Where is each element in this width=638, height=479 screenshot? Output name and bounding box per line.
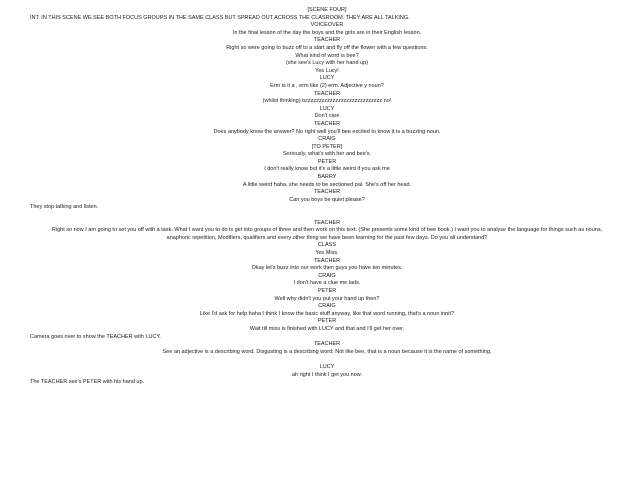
teacher-speech: Right so now I am going to set you off with a task. What I want you to do is get into groups of three and then work on this text. (She presents some kind of bee book.) I want you to analyse the language for things such as nouns, anaphoric repetition, Modifiers, qualifiers and every other thing we have been learning for the past few days. Do you all understand? (51, 227, 603, 241)
character-name: TEACHER (313, 219, 341, 226)
script-line: Seriously, what's with her and bee's. (282, 151, 372, 158)
script-line: What kind of word is bee? (295, 52, 359, 59)
script-line: TEACHER (313, 37, 341, 44)
script-line: CRAIG (318, 303, 336, 310)
dialogue-block-1 (34, 22, 620, 204)
dialogue-block-2 (34, 242, 620, 333)
script-line: In the final lesson of the day the boys and the girls are in their English lesson. (232, 29, 422, 36)
script-line: Like I'd ask for help haha I think I know the basic stuff anyway, like that word running, that's a noun innit? (199, 310, 455, 317)
script-line: I don't really know but it's a little weird if you ask me (264, 166, 390, 173)
script-line: I don't have a clue me lads. (293, 280, 361, 287)
script-line: Wait till miss is finished with LUCY and that and I'll get her over. (249, 325, 405, 332)
script-line: CLASS (317, 242, 337, 249)
script-line: LUCY (319, 75, 335, 82)
script-line: PETER (317, 158, 337, 165)
script-line: CRAIG (318, 272, 336, 279)
script-line: TEACHER (313, 189, 341, 196)
script-line: Okay let's buzz into our work then guys you have ten minutes. (251, 265, 403, 272)
script-line: PETER (317, 287, 337, 294)
script-line: Well why didn't you put your hand up then? (274, 295, 380, 302)
script-line: A little weird haha, she needs to be sectioned pal. She's off her head. (242, 181, 412, 188)
script-line: LUCY (319, 363, 335, 370)
script-line: Right so were going to buzz off to a start and fly off the flower with a few questions. (226, 44, 428, 51)
script-line: TEACHER (313, 257, 341, 264)
script-line: Yes Lucy! (315, 67, 339, 74)
script-line: CRAIG (318, 136, 336, 143)
action-line: Camera goes over to show the TEACHER with LUCY. (30, 333, 161, 340)
script-line: TEACHER (313, 90, 341, 97)
script-line: [TO PETER] (311, 143, 343, 150)
action-line: They stop talking and listen. (30, 204, 99, 211)
dialogue-block-4 (34, 364, 620, 379)
script-line: LUCY (319, 105, 335, 112)
script-line: TEACHER (313, 120, 341, 127)
script-line: Can you boys be quiet please? (289, 196, 365, 203)
script-line: Does anybody know the answer? No right well you'll bee excited to know it is a buzzing noun. (213, 128, 441, 135)
scene-heading: [SCENE FOUR] (307, 7, 347, 13)
script-line: TEACHER (313, 341, 341, 348)
script-line: Yes Miss. (315, 250, 339, 256)
script-line: Erm is it a , erm like (2) erm. Adjective y noun? (270, 82, 384, 89)
spacer (34, 212, 620, 220)
script-line: (she see's Lucy with her hand up) (285, 60, 369, 67)
script-line: See an adjective is a describing word. Disgusting is a describing word. Not like bee, that is a noun because it is the name of something. (162, 348, 492, 355)
script-line: PETER (317, 318, 337, 325)
script-line: ah right I think I get you now. (291, 371, 362, 378)
script-line: VOICEOVER (310, 22, 344, 29)
scene-setting: INT. IN THIS SCENE WE SEE BOTH FOCUS GROUPS IN THE SAME CLASS BUT SPREAD OUT ACROSS THE CLASROOM. THEY ARE ALL TALKING. (30, 14, 410, 21)
dialogue-block-3 (34, 341, 620, 356)
script-line: Don't care (314, 113, 340, 120)
script-line: BARRY (317, 174, 337, 181)
action-line: The TEACHER see's PETER with his hand up. (30, 379, 145, 386)
spacer (34, 356, 620, 364)
script-line: (whilst thinking) bzzzzzzzzzzzzzzzzzzzzzzzzzzzz no! (262, 98, 392, 105)
